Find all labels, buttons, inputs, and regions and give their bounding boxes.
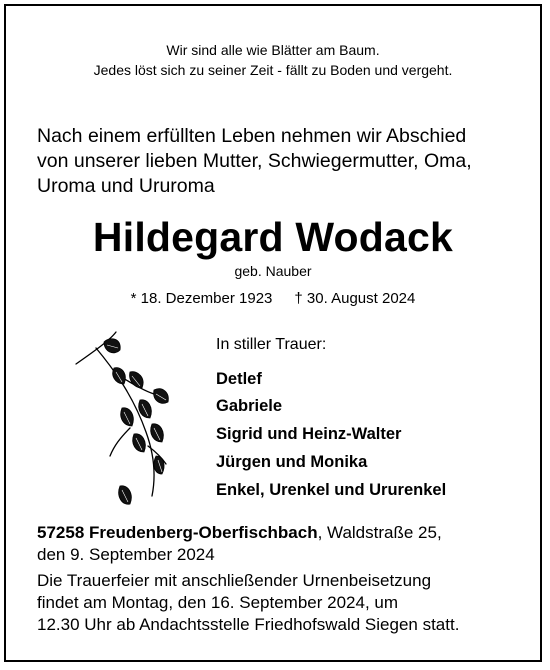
location-street: , Waldstraße 25,: [317, 523, 442, 542]
location-date: den 9. September 2024: [37, 545, 215, 564]
funeral-line-2: findet am Montag, den 16. September 2024, um: [37, 593, 399, 612]
life-dates: [6, 290, 540, 307]
mourner-4: Jürgen und Monika: [216, 453, 368, 471]
birth-date: * 18. Dezember 1923: [130, 290, 273, 307]
mourner-3: Sigrid und Heinz-Walter: [216, 425, 402, 443]
intro-line-2: von unserer lieben Mutter, Schwiegermutter, Oma,: [37, 150, 472, 172]
intro-line-3: Uroma und Ururoma: [37, 175, 215, 197]
motto-line-1: Wir sind alle wie Blätter am Baum.: [166, 42, 380, 58]
mourner-5: Enkel, Urenkel und Ururenkel: [216, 481, 447, 499]
birch-branch-icon: [70, 328, 180, 512]
funeral-line-1: Die Trauerfeier mit anschließender Urnenbeisetzung: [37, 571, 432, 590]
birth-name: geb. Nauber: [234, 263, 312, 279]
intro-line-1: Nach einem erfüllten Leben nehmen wir Abschied: [37, 125, 467, 147]
funeral-line-3: 12.30 Uhr ab Andachtsstelle Friedhofswald Siegen statt.: [37, 615, 460, 634]
mourner-1: Detlef: [216, 370, 262, 388]
obituary-notice: [4, 4, 542, 662]
motto-line-2: Jedes löst sich zu seiner Zeit - fällt zu Boden und vergeht.: [93, 62, 453, 78]
mourning-heading: In stiller Trauer:: [216, 336, 327, 353]
mourner-2: Gabriele: [216, 397, 283, 415]
location-place: 57258 Freudenberg-Oberfischbach: [37, 523, 318, 542]
deceased-name: Hildegard Wodack: [92, 214, 454, 260]
death-date: † 30. August 2024: [294, 290, 416, 307]
location-line: [37, 522, 442, 544]
